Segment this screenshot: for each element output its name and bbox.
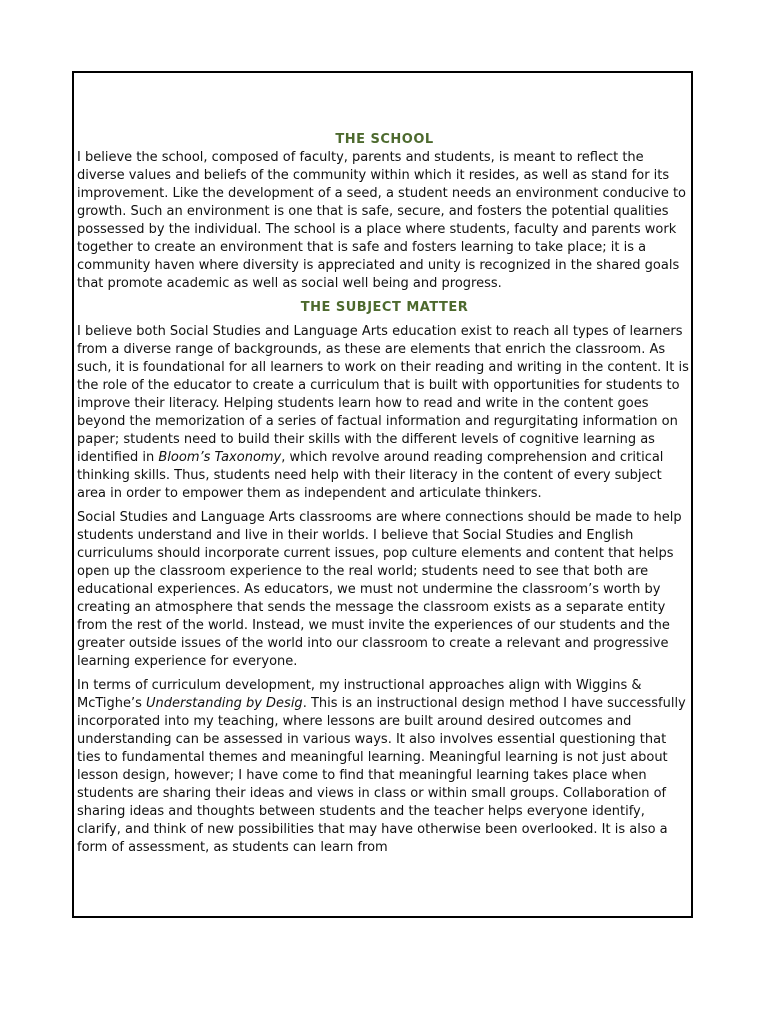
understanding-by-design-title: Understanding by Desig [146,696,303,711]
section-heading-school: THE SCHOOL [335,132,434,147]
subject-paragraph-2: Social Studies and Language Arts classrooms are where connections should be made to help students understand and live in their worlds. I believe that Social Studies and English curriculums should incorporate current issues, pop culture elements and content that helps open up the classroom experience to the real world; students need to see that both are educational experiences. As educators, we must not undermine the classroom’s worth by creating an atmosphere that sends the message the classroom exists as a separate entity from the rest of the world. Instead, we must invite the experiences of our students and the greater outside issues of the world into our classroom to create a relevant and progressive learning experience for everyone. [77,510,682,669]
subject-paragraph-3 [77,677,692,857]
subject-paragraph-3-text-end: . This is an instructional design method I have successfully incorporated into my teaching, where lessons are built around desired outcomes and understanding can be assessed in various ways. It also involves essential questioning that ties to fundamental themes and meaningful learning. Meaningful learning is not just about lesson design, however; I have come to find that meaningful learning takes place when students are sharing their ideas and views in class or within small groups. Collaboration of sharing ideas and thoughts between students and the teacher helps everyone identify, clarify, and think of new possibilities that may have otherwise been overlooked. It is also a form of assessment, as students can learn from [77,696,686,855]
subject-paragraph-1-text-end: , which revolve around reading comprehension and critical thinking skills. Thus, students need help with their literacy in the content of every subject area in order to empower them as independent and articulate thinkers. [77,450,664,501]
subject-paragraph-1 [77,323,692,503]
document-body [77,131,692,857]
page-border [72,71,693,918]
subject-paragraph-1-text: I believe both Social Studies and Language Arts education exist to reach all types of learners from a diverse range of backgrounds, as these are elements that enrich the classroom. As such, it is foundational for all learners to work on their reading and writing in the content. It is the role of the educator to create a curriculum that is built with opportunities for students to improve their literacy. Helping students learn how to read and write in the content goes beyond the memorization of a series of factual information and regurgitating information on paper; students need to build their skills with the different levels of cognitive learning as identified in [77,324,689,465]
section-heading-subject-matter: THE SUBJECT MATTER [300,300,469,315]
subject-paragraph-3-text: In terms of curriculum development, my instructional approaches align with Wiggins & McTighe’s [77,678,642,711]
blooms-taxonomy-title: Bloom’s Taxonomy [158,450,282,465]
school-paragraph: I believe the school, composed of faculty, parents and students, is meant to reflect the diverse values and beliefs of the community within which it resides, as well as stand for its improvement. Like the development of a seed, a student needs an environment conducive to growth. Such an environment is one that is safe, secure, and fosters the potential qualities possessed by the individual. The school is a place where students, faculty and parents work together to create an environment that is safe and fosters learning to take place; it is a community haven where diversity is appreciated and unity is recognized in the shared goals that promote academic as well as social well being and progress. [77,150,686,291]
